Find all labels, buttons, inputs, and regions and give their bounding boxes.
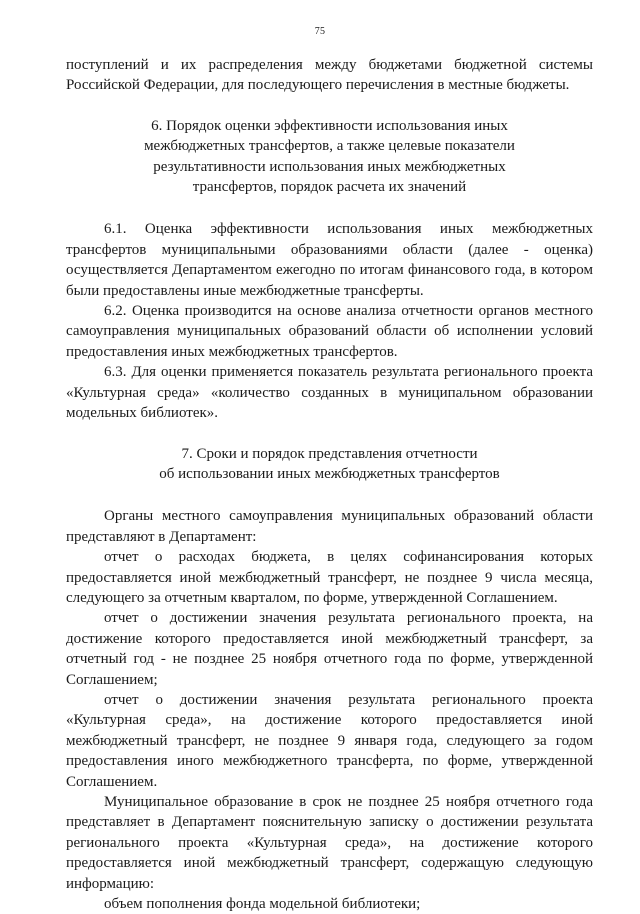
section-7-intro: Органы местного самоуправления муниципальных образований области представляют в Департамент: <box>66 508 593 545</box>
section-6-heading-line: результативности использования иных межбюджетных <box>153 158 506 175</box>
paragraph-6-2: 6.2. Оценка производится на основе анализа отчетности органов местного самоуправления муниципальных образований области об исполнении условий предоставления иных межбюджетных трансфертов. <box>66 303 593 360</box>
section-7-heading <box>102 444 557 485</box>
report-item-expenses: отчет о расходах бюджета, в целях софинансирования которых предоставляется иной межбюджетный трансферт, не позднее 9 числа месяца, следующего за отчетным кварталом, по форме, утвержденной Соглашением. <box>66 549 593 606</box>
paragraph-6-3: 6.3. Для оценки применяется показатель результата регионального проекта «Культурная среда» «количество созданных в муниципальном образовании модельных библиотек». <box>66 364 593 422</box>
section-6-heading-line: трансфертов, порядок расчета их значений <box>192 179 467 196</box>
report-item-result: отчет о достижении значения результата регионального проекта, на достижение которого предоставляется иной межбюджетный трансферт, за отчетный год - не позднее 25 ноября отчетного года по форме, утвержденной Соглашением; <box>66 610 593 688</box>
section-6-heading-line: 6. Порядок оценки эффективности использования иных <box>151 117 508 134</box>
intro-paragraph: поступлений и их распределения между бюджетами бюджетной системы Российской Федерации, для последующего перечисления в местные бюджеты. <box>66 57 593 94</box>
section-7-heading-line: 7. Сроки и порядок представления отчетности <box>181 445 478 462</box>
explanatory-note-paragraph: Муниципальное образование в срок не позднее 25 ноября отчетного года представляет в Департамент пояснительную записку о достижении результата регионального проекта «Культурная среда», на достижение которого предоставляется иной межбюджетный трансферт, содержащую следующую информацию: <box>66 794 593 892</box>
page-number: 75 <box>314 26 326 37</box>
paragraph-6-1: 6.1. Оценка эффективности использования иных межбюджетных трансфертов муниципальными образованиями области (далее - оценка) осуществляется Департаментом ежегодно по итогам финансового года, в котором были предоставлены иные межбюджетные трансферты. <box>66 221 593 299</box>
section-7-heading-line: об использовании иных межбюджетных трансфертов <box>159 465 500 482</box>
section-6-heading-line: межбюджетных трансфертов, а также целевые показатели <box>144 138 515 155</box>
document-body <box>66 55 593 914</box>
report-item-cultural-environment: отчет о достижении значения результата регионального проекта «Культурная среда», на достижение которого предоставляется иной межбюджетный трансферт, не позднее 9 января года, следующего за годом предоставления иного межбюджетного трансферта, по форме, утвержденной Соглашением. <box>66 691 593 790</box>
library-fund-item: объем пополнения фонда модельной библиотеки; <box>104 896 421 913</box>
section-6-heading <box>102 116 557 198</box>
